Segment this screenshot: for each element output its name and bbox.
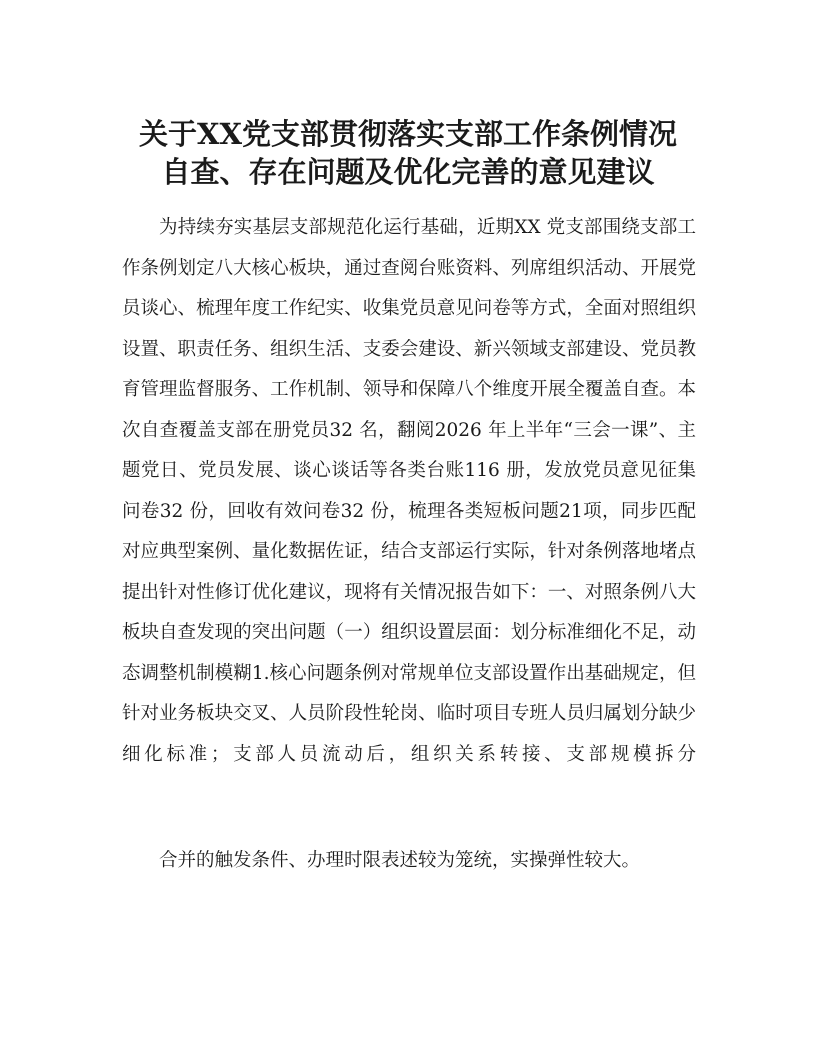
- document-title-line-1: 关于XX党支部贯彻落实支部工作条例情况: [138, 117, 677, 151]
- document-title-line-2: 自查、存在问题及优化完善的意见建议: [161, 155, 655, 189]
- body-paragraph-2: 合并的触发条件、办理时限表述较为笼统，实操弹性较大。: [159, 850, 641, 871]
- body-paragraph-1: 为持续夯实基层支部规范化运行基础，近期XX 党支部围绕支部工作条例划定八大核心板块，通过查阅台账资料、列席组织活动、开展党员谈心、梳理年度工作纪实、收集党员意见问卷等方式，全面对照组织设置、职责任务、组织生活、支委会建设、新兴领域支部建设、党员教育管理监督服务、工作机制、领导和保障八个维度开展全覆盖自查。本次自查覆盖支部在册党员32 名，翻阅2026 年上半年“三会一课”、主题党日、党员发展、谈心谈话等各类台账116 册，发放党员意见征集问卷32 份，回收有效问卷32 份，梳理各类短板问题21项，同步匹配对应典型案例、量化数据佐证，结合支部运行实际，针对条例落地堵点提出针对性修订优化建议，现将有关情况报告如下：一、对照条例八大板块自查发现的突出问题（一）组织设置层面：划分标准细化不足，动态调整机制模糊1.核心问题条例对常规单位支部设置作出基础规定，但针对业务板块交叉、人员阶段性轮岗、临时项目专班人员归属划分缺少细化标准；支部人员流动后，组织关系转接、支部规模拆分: [122, 217, 696, 765]
